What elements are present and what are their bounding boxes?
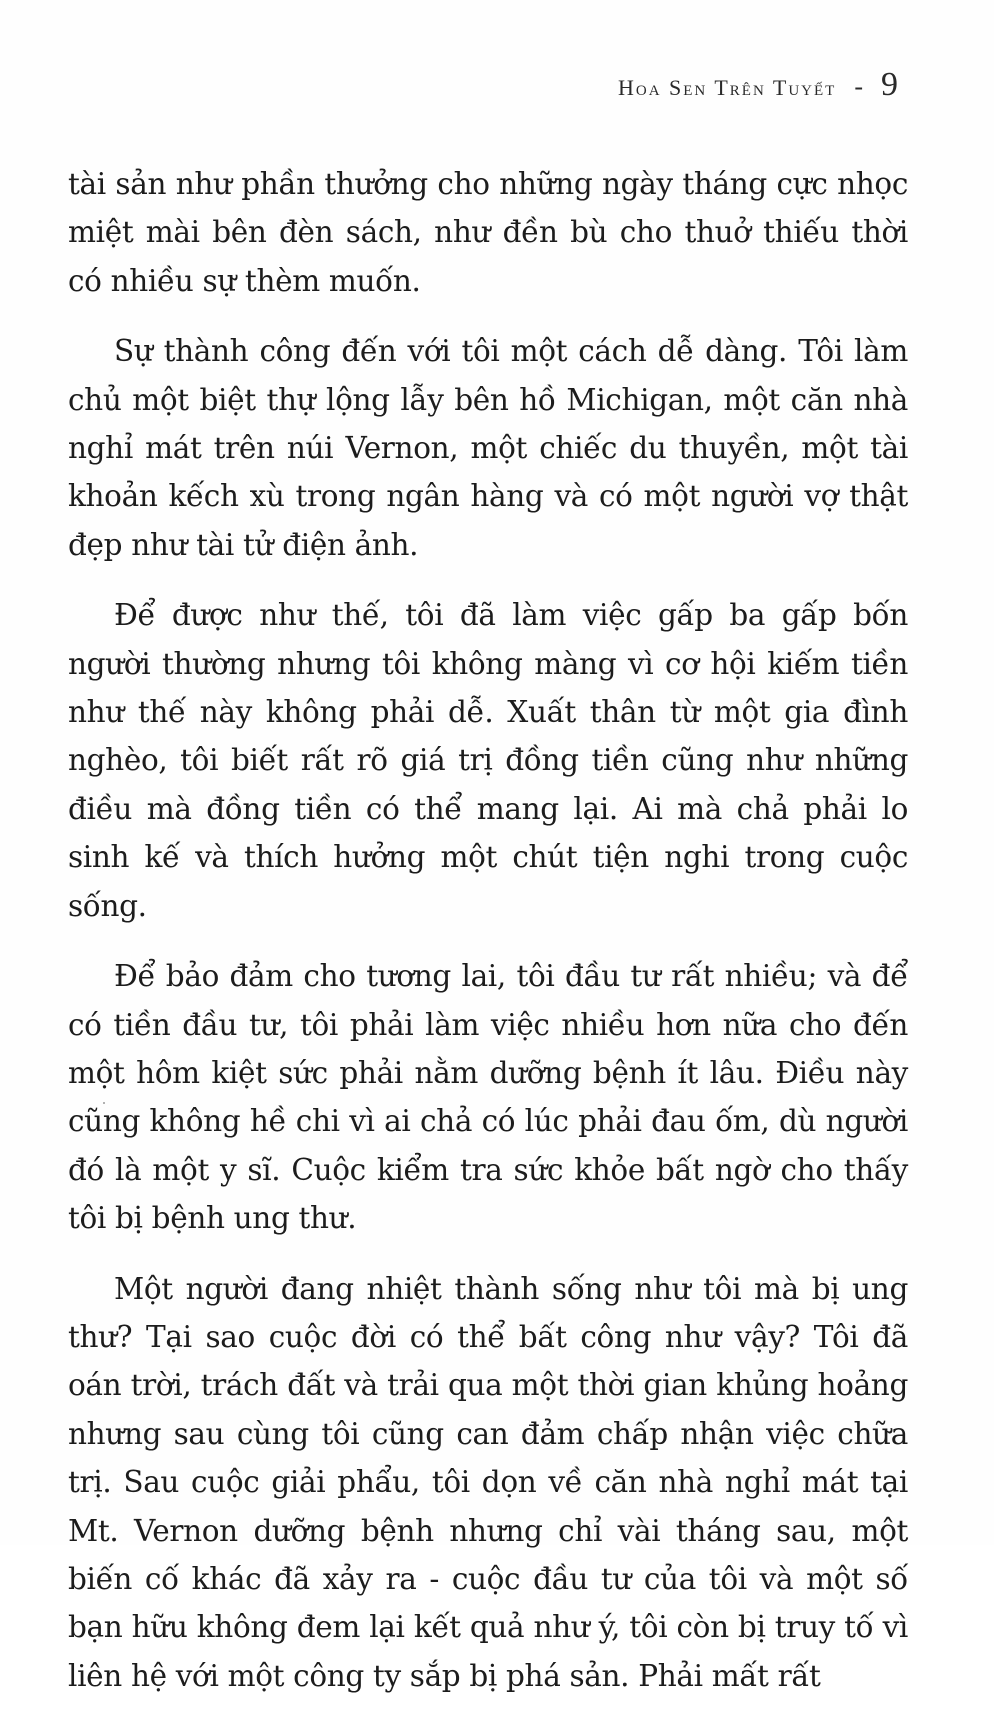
body-text bbox=[68, 160, 908, 1722]
scan-speck bbox=[103, 1102, 105, 1104]
running-header bbox=[618, 66, 898, 104]
paragraph: Để bảo đảm cho tương lai, tôi đầu tư rất nhiều; và để có tiền đầu tư, tôi phải làm việc nhiều hơn nữa cho đến một hôm kiệt sức phải nằm dưỡng bệnh ít lâu. Điều này cũng không hề chi vì ai chả có lúc phải đau ốm, dù người đó là một y sĩ. Cuộc kiểm tra sức khỏe bất ngờ cho thấy tôi bị bệnh ung thư. bbox=[68, 959, 908, 1236]
book-title: Hoa Sen Trên Tuyết bbox=[617, 75, 837, 100]
paragraph: Để được như thế, tôi đã làm việc gấp ba gấp bốn người thường nhưng tôi không màng vì cơ hội kiếm tiền như thế này không phải dễ. Xuất thân từ một gia đình nghèo, tôi biết rất rõ giá trị đồng tiền cũng như những điều mà đồng tiền có thể mang lại. Ai mà chả phải lo sinh kế và thích hưởng một chút tiện nghi trong cuộc sống. bbox=[68, 598, 908, 923]
paragraph: Một người đang nhiệt thành sống như tôi mà bị ung thư? Tại sao cuộc đời có thể bất công như vậy? Tôi đã oán trời, trách đất và trải qua một thời gian khủng hoảng nhưng sau cùng tôi cũng can đảm chấp nhận việc chữa trị. Sau cuộc giải phẩu, tôi dọn về căn nhà nghỉ mát tại Mt. Vernon dưỡng bệnh nhưng chỉ vài tháng sau, một biến cố khác đã xảy ra - cuộc đầu tư của tôi và một số bạn hữu không đem lại kết quả như ý, tôi còn bị truy tố vì liên hệ với một công ty sắp bị phá sản. Phải mất rất bbox=[68, 1271, 908, 1693]
paragraph: Sự thành công đến với tôi một cách dễ dàng. Tôi làm chủ một biệt thự lộng lẫy bên hồ Michigan, một căn nhà nghỉ mát trên núi Vernon, một chiếc du thuyền, một tài khoản kếch xù trong ngân hàng và có một người vợ thật đẹp như tài tử điện ảnh. bbox=[68, 334, 908, 562]
header-separator: - bbox=[854, 72, 863, 101]
paragraph-continued: tài sản như phần thưởng cho những ngày tháng cực nhọc miệt mài bên đèn sách, như đền bù cho thuở thiếu thời có nhiều sự thèm muốn. bbox=[68, 167, 908, 298]
page-number: 9 bbox=[881, 66, 898, 103]
